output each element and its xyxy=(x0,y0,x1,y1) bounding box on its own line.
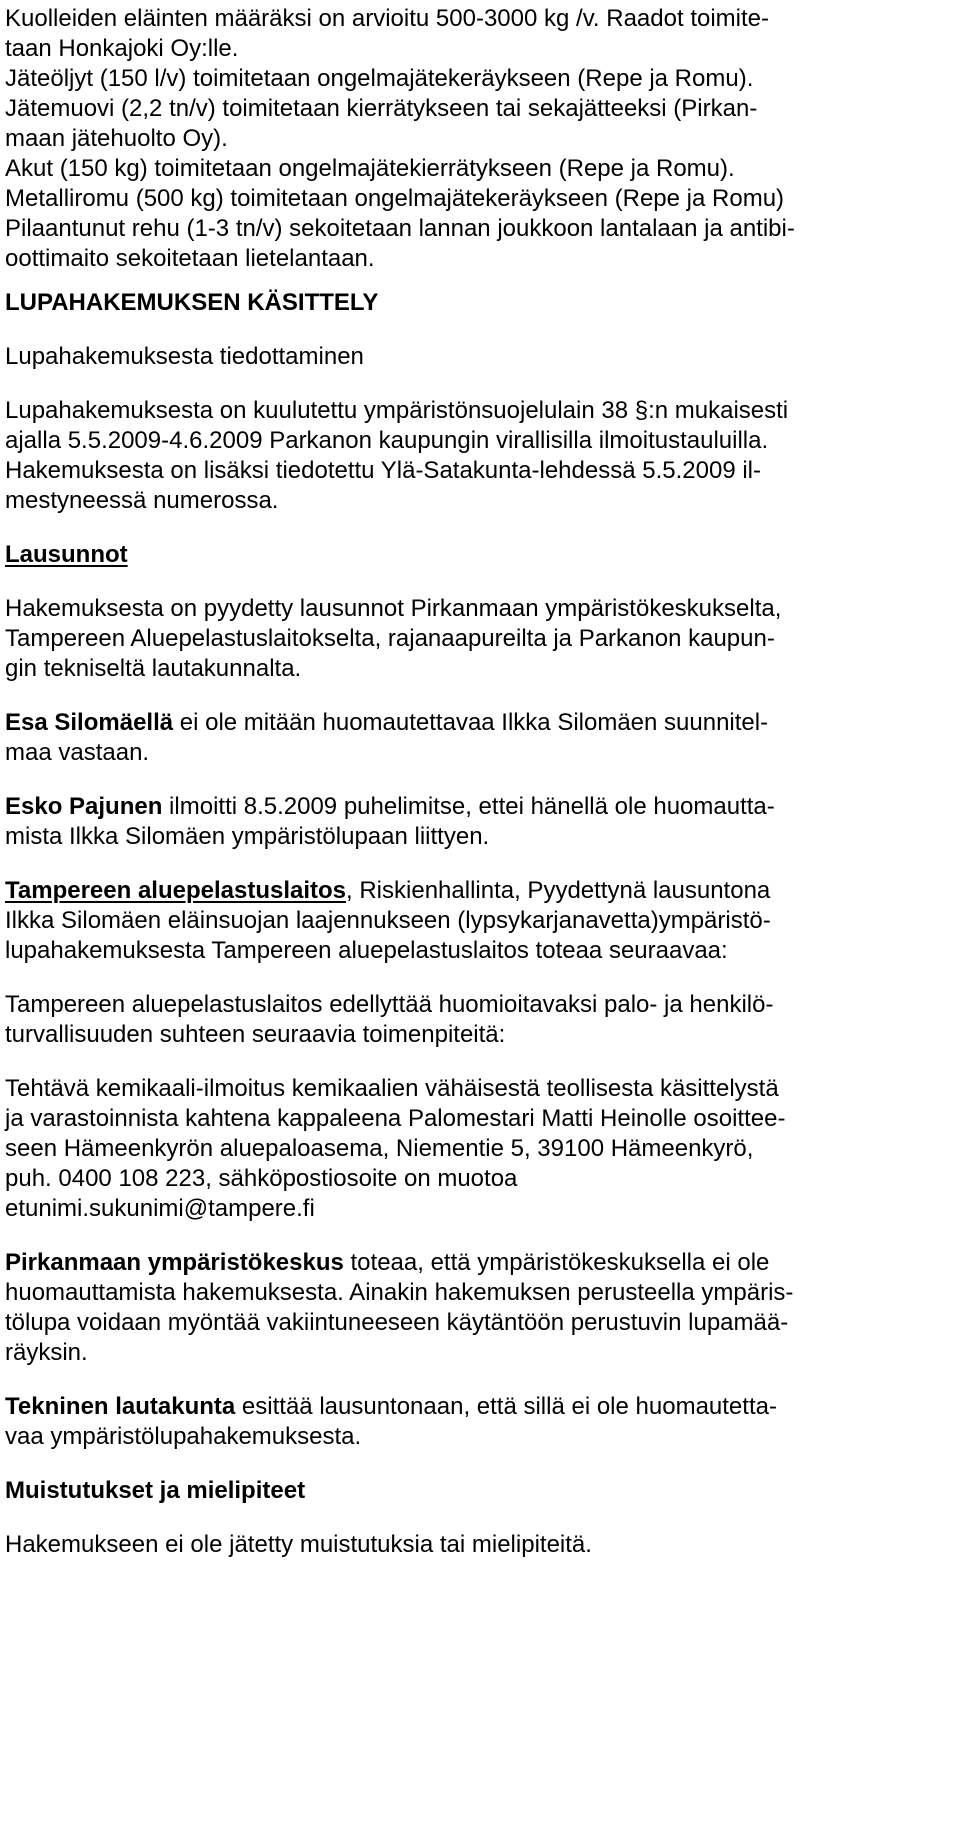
rescue-statement-line: lupahakemuksesta Tampereen aluepelastuslaitos toteaa seuraavaa: xyxy=(5,937,728,964)
statements-request-line: gin tekniseltä lautakunnalta. xyxy=(5,655,302,682)
intro-line: maan jätehuolto Oy). xyxy=(5,125,228,152)
intro-line: Akut (150 kg) toimitetaan ongelmajätekierrätykseen (Repe ja Romu). xyxy=(5,155,735,182)
notice-subheading: Lupahakemuksesta tiedottaminen xyxy=(5,343,364,370)
technical-board-statement-text: esittää lausuntonaan, että sillä ei ole huomautetta- xyxy=(235,1393,777,1420)
intro-line: Jäteöljyt (150 l/v) toimitetaan ongelmajätekeräykseen (Repe ja Romu). xyxy=(5,65,754,92)
rescue-notification-line: seen Hämeenkyrön aluepaloasema, Niementie 5, 39100 Hämeenkyrö, xyxy=(5,1135,754,1162)
notice-line: Lupahakemuksesta on kuulutettu ympäristönsuojelulain 38 §:n mukaisesti xyxy=(5,397,789,424)
statements-request-line: Tampereen Aluepelastuslaitokselta, rajanaapureilta ja Parkanon kaupun- xyxy=(5,625,775,652)
section-heading: LUPAHAKEMUKSEN KÄSITTELY xyxy=(5,289,379,316)
esa-statement-line xyxy=(5,706,768,740)
esa-statement-line: maa vastaan. xyxy=(5,739,150,766)
intro-line: Kuolleiden eläinten määräksi on arvioitu 500-3000 kg /v. Raadot toimite- xyxy=(5,5,769,32)
rescue-notification-line: ja varastoinnista kahtena kappaleena Palomestari Matti Heinolle osoittee- xyxy=(5,1105,786,1132)
rescue-email: etunimi.sukunimi@tampere.fi xyxy=(5,1195,315,1222)
intro-line: Jätemuovi (2,2 tn/v) toimitetaan kierrätykseen tai sekajätteeksi (Pirkan- xyxy=(5,95,758,122)
environment-centre-statement-line xyxy=(5,1246,769,1280)
environment-centre-statement-line: räyksin. xyxy=(5,1339,88,1366)
environment-centre-statement-line: tölupa voidaan myöntää vakiintuneeseen käytäntöön perustuvin lupamää- xyxy=(5,1309,789,1336)
remarks-heading: Muistutukset ja mielipiteet xyxy=(5,1477,306,1504)
notice-line: Hakemuksesta on lisäksi tiedotettu Ylä-Satakunta-lehdessä 5.5.2009 il- xyxy=(5,457,761,484)
intro-line: taan Honkajoki Oy:lle. xyxy=(5,35,239,62)
statements-request-line: Hakemuksesta on pyydetty lausunnot Pirkanmaan ympäristökeskukselta, xyxy=(5,595,782,622)
technical-board-statement-line xyxy=(5,1390,777,1424)
notice-line: mestyneessä numerossa. xyxy=(5,487,279,514)
rescue-statement-text: , Riskienhallinta, Pyydettynä lausuntona xyxy=(346,877,771,904)
remarks-line: Hakemukseen ei ole jätetty muistutuksia tai mielipiteitä. xyxy=(5,1531,592,1558)
esa-name: Esa Silomäellä xyxy=(5,709,174,736)
environment-centre-name: Pirkanmaan ympäristökeskus xyxy=(5,1249,344,1276)
environment-centre-statement-line: huomauttamista hakemuksesta. Ainakin hakemuksen perusteella ympäris- xyxy=(5,1279,794,1306)
intro-line: oottimaito sekoitetaan lietelantaan. xyxy=(5,245,375,272)
intro-line: Metalliromu (500 kg) toimitetaan ongelmajätekeräykseen (Repe ja Romu) xyxy=(5,185,785,212)
esa-statement-text: ei ole mitään huomautettavaa Ilkka Silomäen suunnitel- xyxy=(173,709,769,736)
technical-board-statement-line: vaa ympäristölupahakemuksesta. xyxy=(5,1423,362,1450)
statements-heading: Lausunnot xyxy=(5,541,128,568)
esko-statement-line: mista Ilkka Silomäen ympäristölupaan liittyen. xyxy=(5,823,490,850)
environment-centre-statement-text: toteaa, että ympäristökeskuksella ei ole xyxy=(343,1249,770,1276)
esko-statement-text: ilmoitti 8.5.2009 puhelimitse, ettei hänellä ole huomautta- xyxy=(162,793,775,820)
rescue-statement-line xyxy=(5,874,770,908)
technical-board-name: Tekninen lautakunta xyxy=(5,1393,236,1420)
esko-name: Esko Pajunen xyxy=(5,793,163,820)
rescue-name: Tampereen aluepelastuslaitos xyxy=(5,877,347,904)
esko-statement-line xyxy=(5,790,775,824)
rescue-notification-line: Tehtävä kemikaali-ilmoitus kemikaalien vähäisestä teollisesta käsittelystä xyxy=(5,1075,779,1102)
rescue-statement-line: Ilkka Silomäen eläinsuojan laajennukseen (lypsykarjanavetta)ympäristö- xyxy=(5,907,771,934)
rescue-notification-line: puh. 0400 108 223, sähköpostiosoite on muotoa xyxy=(5,1165,518,1192)
rescue-requirement-line: Tampereen aluepelastuslaitos edellyttää huomioitavaksi palo- ja henkilö- xyxy=(5,991,774,1018)
intro-line: Pilaantunut rehu (1-3 tn/v) sekoitetaan lannan joukkoon lantalaan ja antibi- xyxy=(5,215,795,242)
notice-line: ajalla 5.5.2009-4.6.2009 Parkanon kaupungin virallisilla ilmoitustauluilla. xyxy=(5,427,769,454)
rescue-requirement-line: turvallisuuden suhteen seuraavia toimenpiteitä: xyxy=(5,1021,506,1048)
